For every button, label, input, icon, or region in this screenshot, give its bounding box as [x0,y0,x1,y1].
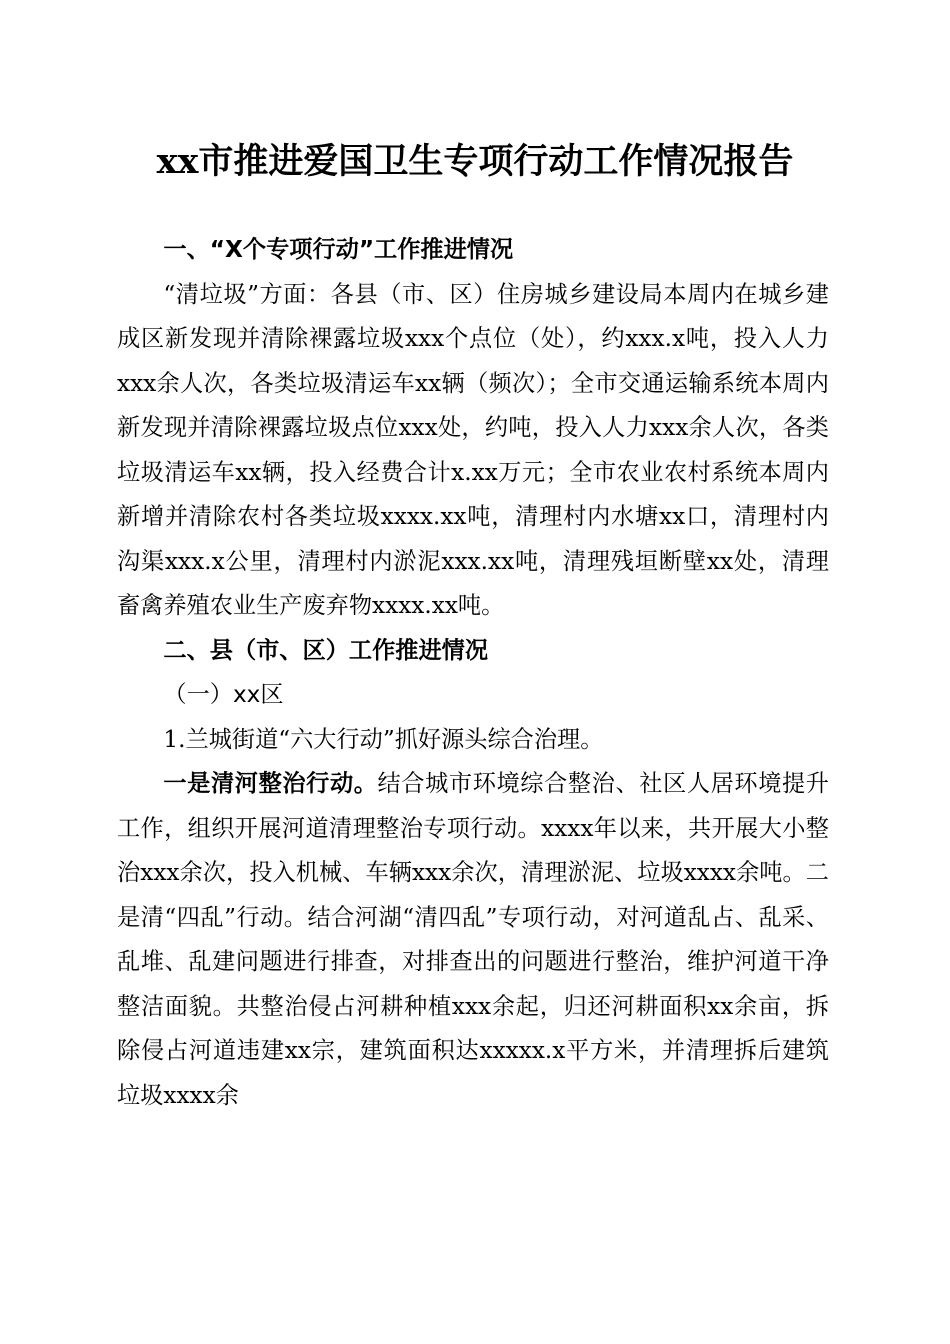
section-1-heading: 一、“X个专项行动”工作推进情况 [163,236,514,263]
section-2-heading: 二、县（市、区）工作推进情况 [163,636,489,664]
subsection-heading: （一）xx区 [163,681,284,708]
document-title: xx市推进爱国卫生专项行动工作情况报告 [156,141,794,182]
section-2-paragraph [117,762,829,1118]
section-1-paragraph: “清垃圾”方面：各县（市、区）住房城乡建设局本周内在城乡建成区新发现并清除裸露垃圾xxx个点位（处），约xxx.x吨，投入人力xxx余人次，各类垃圾清运车xx辆（频次）；全市交通运输系统本周内新发现并清除裸露垃圾点位xxx处，约吨，投入人力xxx余人次，各类垃圾清运车xx辆，投入经费合计x.xx万元；全市农业农村系统本周内新增并清除农村各类垃圾xxxx.xx吨，清理村内水塘xx口，清理村内沟渠xxx.x公里，清理村内淤泥xxx.xx吨，清理残垣断壁xx处，清理畜禽养殖农业生产废弃物xxxx.xx吨。 [117,280,829,619]
paragraph-lead: 一是清河整治行动。 [163,770,378,797]
item-heading: 1.兰城街道“六大行动”抓好源头综合治理。 [163,725,604,753]
document-body [117,228,829,1118]
paragraph-body: 结合城市环境综合整治、社区人居环境提升工作，组织开展河道清理整治专项行动。xxxx年以来，共开展大小整治xxx余次，投入机械、车辆xxx余次，清理淤泥、垃圾xxxx余吨。二是清“四乱”行动。结合河湖“清四乱”专项行动，对河道乱占、乱采、乱堆、乱建问题进行排查，对排查出的问题进行整治，维护河道干净整洁面貌。共整治侵占河耕种植xxx余起，归还河耕面积xx余亩，拆除侵占河道违建xx宗，建筑面积达xxxxx.x平方米，并清理拆后建筑垃圾xxxx余 [117,770,829,1109]
